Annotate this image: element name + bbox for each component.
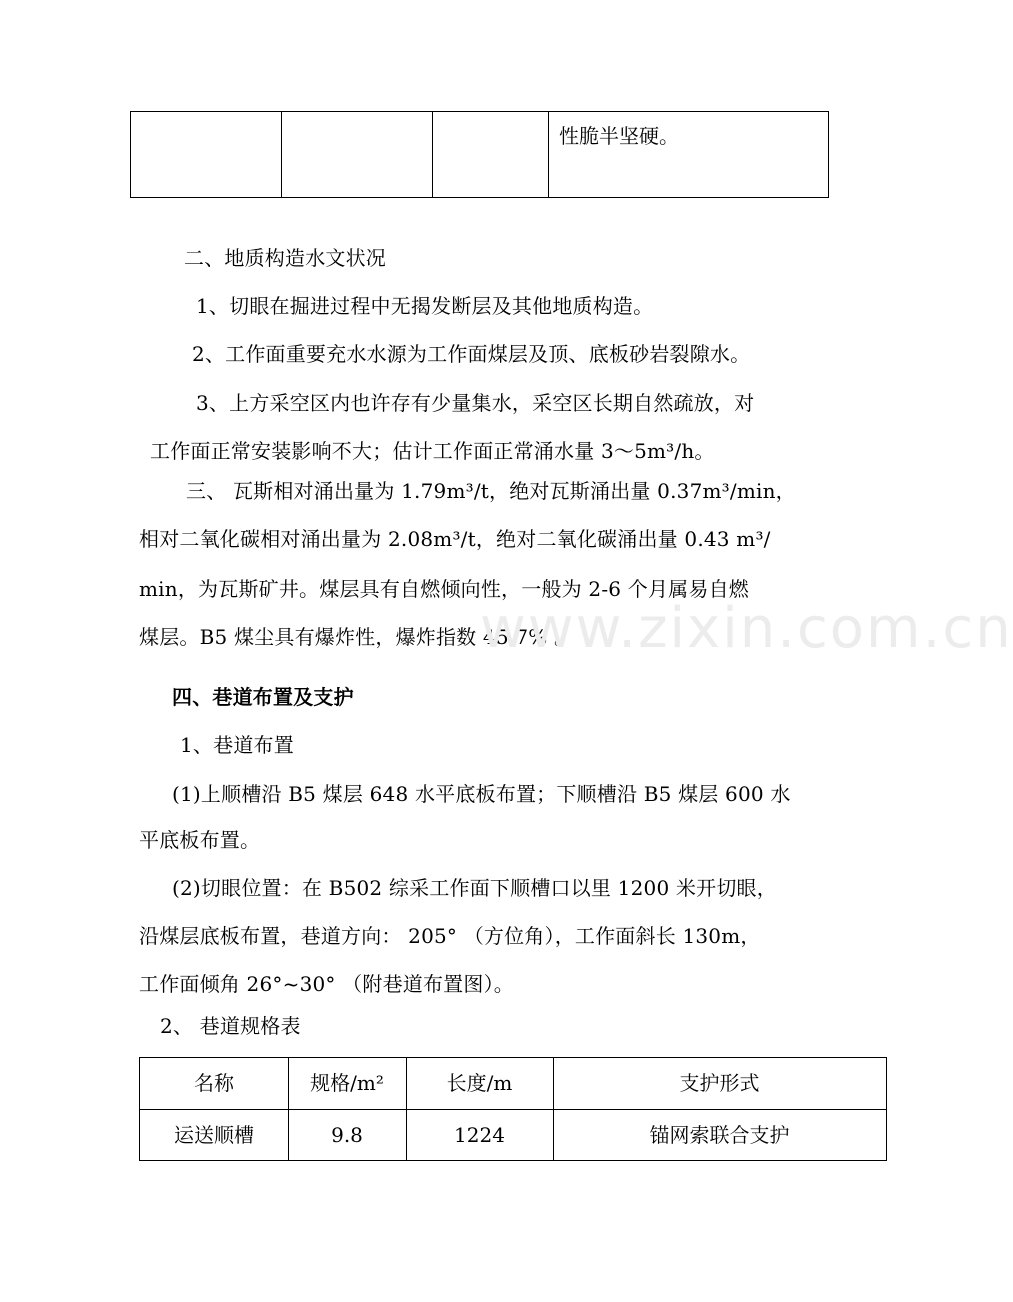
section4-p2-line1: (2)切眼位置：在 B502 综采工作面下顺槽口以里 1200 米开切眼，: [172, 876, 777, 900]
table-cell-name: 运送顺槽: [174, 1123, 254, 1147]
section4-sub1: 1、巷道布置: [180, 733, 294, 757]
table-header-support: 支护形式: [679, 1071, 760, 1095]
table-divider: [281, 112, 282, 197]
section3-line4: 煤层。B5 煤尘具有爆炸性，爆炸指数 45.7% 。: [139, 625, 575, 649]
section2-item1: 1、切眼在掘进过程中无揭发断层及其他地质构造。: [196, 294, 654, 318]
table-cell-spec: 9.8: [331, 1123, 363, 1147]
table-cell-support: 锚网索联合支护: [649, 1123, 790, 1147]
section4-p1-line1: (1)上顺槽沿 B5 煤层 648 水平底板布置；下顺槽沿 B5 煤层 600 水: [172, 782, 791, 806]
table-divider: [548, 112, 549, 197]
top-table-fragment: [130, 111, 829, 198]
table-header-name: 名称: [194, 1071, 234, 1095]
section2-item2: 2、工作面重要充水水源为工作面煤层及顶、底板砂岩裂隙水。: [192, 342, 751, 366]
section3-line1: 三、 瓦斯相对涌出量为 1.79m³/t，绝对瓦斯涌出量 0.37m³/min，: [186, 479, 796, 503]
section2-item3-line1: 3、上方采空区内也许存有少量集水，采空区长期自然疏放，对: [196, 391, 755, 415]
section2-item3-line2: 工作面正常安装影响不大；估计工作面正常涌水量 3～5m³/h。: [150, 439, 715, 463]
table-header-spec: 规格/m²: [310, 1071, 384, 1095]
section3-line2: 相对二氧化碳相对涌出量为 2.08m³/t，绝对二氧化碳涌出量 0.43 m³/: [139, 527, 771, 551]
section4-p2-line3: 工作面倾角 26°~30° （附巷道布置图）。: [139, 972, 514, 996]
table-cell-text: 性脆半坚硬。: [559, 124, 679, 148]
table-header-length: 长度/m: [446, 1071, 513, 1095]
section4-p1-line2: 平底板布置。: [139, 828, 261, 852]
table-divider: [432, 112, 433, 197]
section3-line3: min，为瓦斯矿井。煤层具有自燃倾向性，一般为 2-6 个月属易自燃: [139, 577, 749, 601]
section2-heading: 二、地质构造水文状况: [184, 246, 386, 270]
table-cell-length: 1224: [454, 1123, 505, 1147]
spec-table: [139, 1057, 887, 1161]
section4-sub2: 2、 巷道规格表: [160, 1014, 301, 1038]
section4-heading: 四、巷道布置及支护: [172, 685, 354, 709]
watermark-text: www.zixin.com.cn: [480, 596, 1013, 661]
section4-p2-line2: 沿煤层底板布置，巷道方向： 205° （方位角），工作面斜长 130m，: [139, 924, 761, 948]
